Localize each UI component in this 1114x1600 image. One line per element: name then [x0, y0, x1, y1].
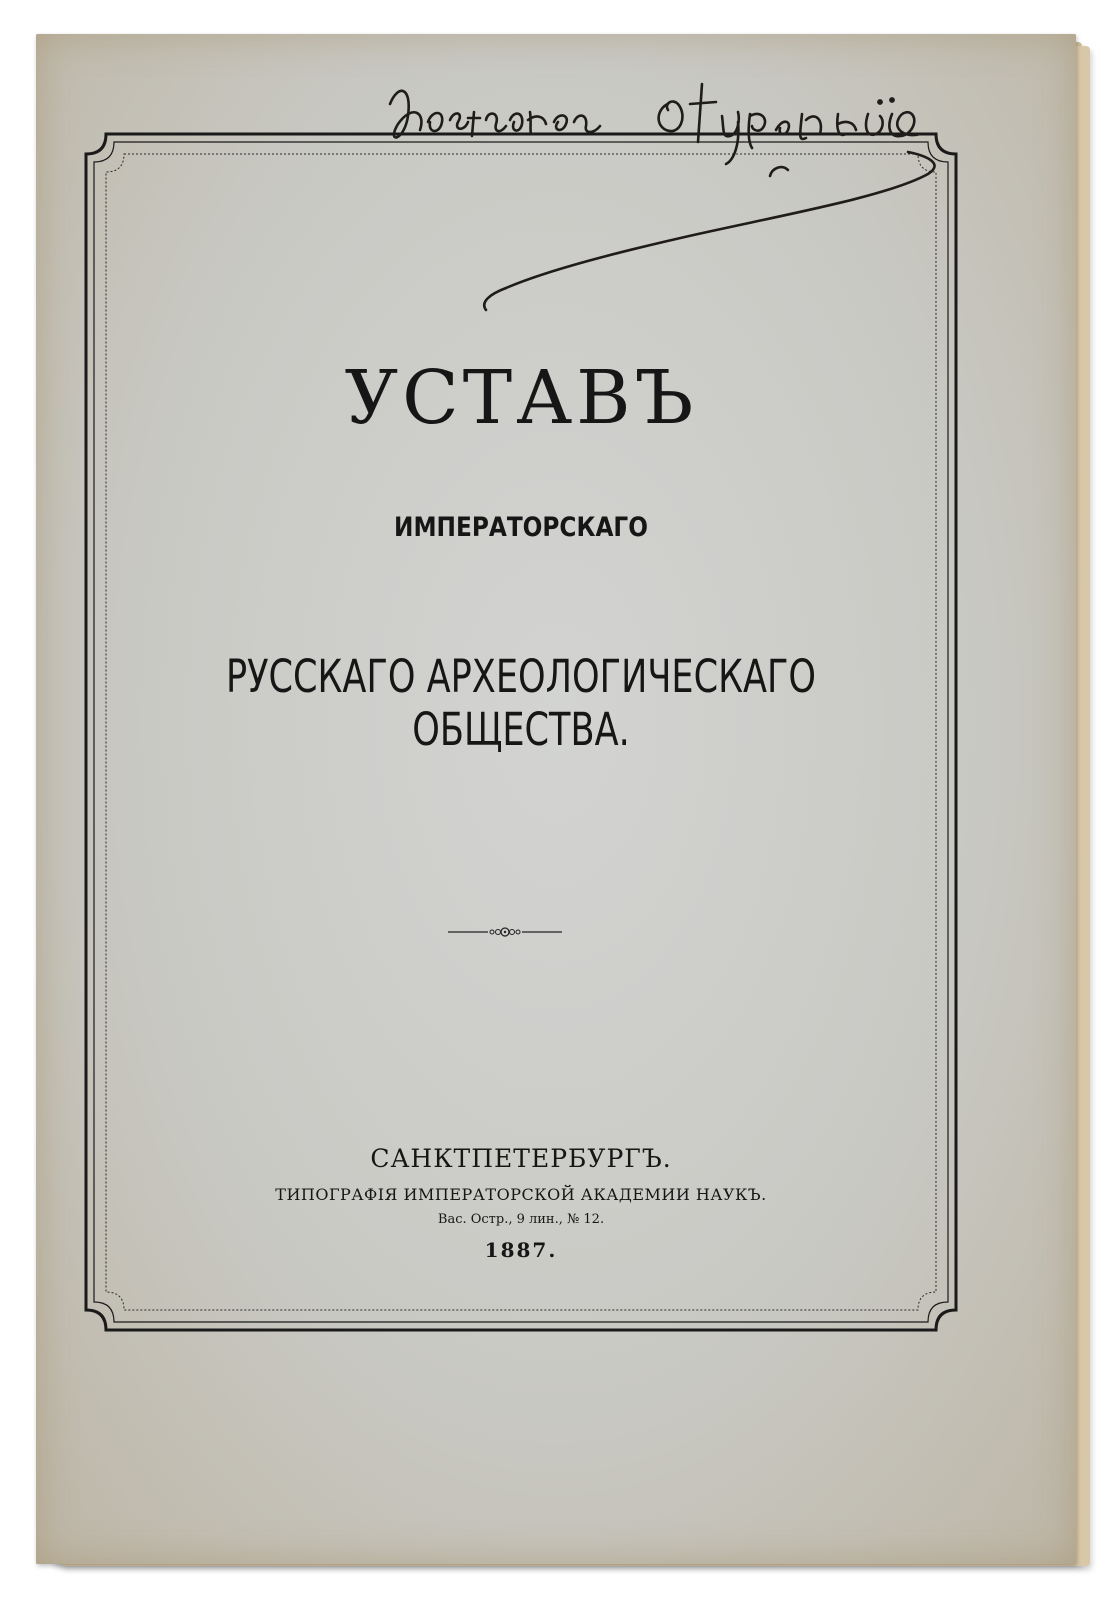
imprint-year: 1887.	[484, 1238, 558, 1262]
handwritten-inscription-icon	[368, 64, 988, 324]
imprint-press: ТИПОГРАФІЯ ИМПЕРАТОРСКОЙ АКАДЕМИИ НАУКЪ.	[275, 1185, 767, 1204]
divider-ornament-icon	[448, 920, 562, 944]
society-name: РУССКАГО АРХЕОЛОГИЧЕСКАГО ОБЩЕСТВА.	[225, 650, 817, 756]
imprint-city: САНКТПЕТЕРБУРГЪ.	[370, 1144, 672, 1173]
imprint-address: Вас. Остр., 9 лин., № 12.	[437, 1212, 605, 1227]
cover-title: УСТАВЪ	[344, 355, 698, 441]
cover-subtitle: ИМПЕРАТОРСКАГО	[394, 512, 648, 543]
